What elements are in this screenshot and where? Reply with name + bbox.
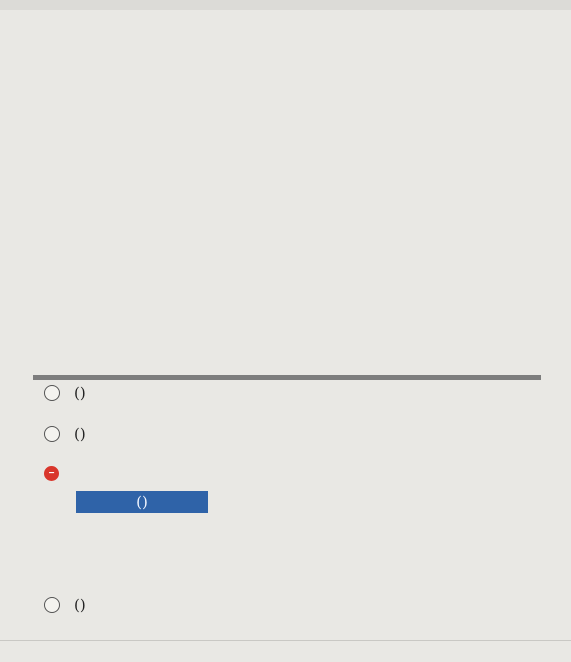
option-c-selected[interactable]: ( ) bbox=[76, 491, 208, 513]
option-c-status bbox=[44, 466, 74, 481]
option-a[interactable]: ( ) bbox=[44, 384, 86, 402]
option-a-radio[interactable] bbox=[44, 385, 60, 401]
option-d-radio[interactable] bbox=[44, 597, 60, 613]
incorrect-icon: − bbox=[44, 466, 59, 481]
option-b[interactable]: ( ) bbox=[44, 425, 86, 443]
divider bbox=[33, 375, 541, 380]
bottom-divider bbox=[0, 640, 571, 641]
option-d[interactable]: ( ) bbox=[44, 596, 86, 614]
option-b-radio[interactable] bbox=[44, 426, 60, 442]
